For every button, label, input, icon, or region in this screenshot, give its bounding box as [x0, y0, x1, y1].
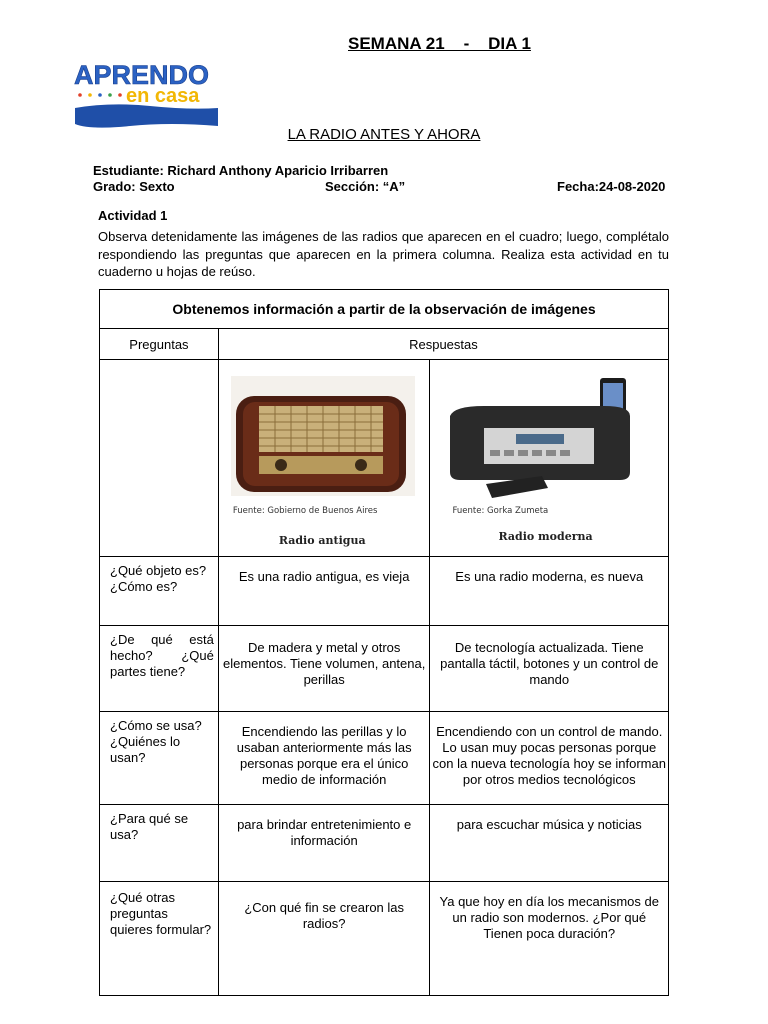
question-cell: ¿De qué está hecho? ¿Qué partes tiene?	[100, 626, 219, 712]
old-radio-image	[231, 376, 415, 496]
question-cell: ¿Qué otras preguntas quieres formular?	[100, 882, 219, 996]
modern-radio-caption: Radio moderna	[498, 530, 593, 543]
answer-modern-cell: Es una radio moderna, es nueva	[430, 557, 669, 626]
old-radio-cell	[218, 360, 430, 557]
question-cell: ¿Para qué se usa?	[100, 805, 219, 882]
question-cell: ¿Qué objeto es? ¿Cómo es?	[100, 557, 219, 626]
svg-text:en casa: en casa	[126, 85, 200, 107]
answer-modern-cell: Ya que hoy en día los mecanismos de un radio son modernos. ¿Por qué Tienen poca duración?	[430, 882, 669, 996]
modern-radio-image	[444, 376, 634, 500]
table-heading: Obtenemos información a partir de la observación de imágenes	[100, 290, 669, 329]
answer-old-cell: De madera y metal y otros elementos. Tiene volumen, antena, perillas	[218, 626, 430, 712]
activity-instructions: Observa detenidamente las imágenes de las radios que aparecen en el cuadro; luego, complétalo respondiendo las preguntas que aparecen en la primera columna. Realiza esta actividad en tu cuaderno u hojas de reúso.	[98, 229, 669, 279]
aprendo-en-casa-logo	[70, 58, 220, 130]
student-grade: Grado: Sexto	[93, 179, 175, 194]
answer-old-cell: Es una radio antigua, es vieja	[218, 557, 430, 626]
questions-column-header: Preguntas	[100, 329, 219, 360]
modern-radio-cell	[430, 360, 669, 557]
activity-label: Actividad 1	[98, 208, 168, 223]
answer-old-cell: ¿Con qué fin se crearon las radios?	[218, 882, 430, 996]
answers-column-header: Respuestas	[218, 329, 668, 360]
student-section: Sección: “A”	[325, 179, 406, 194]
modern-radio-source: Fuente: Gorka Zumeta	[452, 506, 549, 516]
old-radio-source: Fuente: Gobierno de Buenos Aires	[232, 506, 378, 516]
empty-image-question-cell	[100, 360, 219, 557]
old-radio-caption: Radio antigua	[278, 534, 366, 547]
observation-table	[99, 289, 669, 996]
answer-modern-cell: Encendiendo con un control de mando. Lo usan muy pocas personas porque con la nueva tecnología hoy se informan por otros medios tecnológicos	[430, 712, 669, 805]
answer-old-cell: Encendiendo las perillas y lo usaban anteriormente más las personas porque era el único medio de información	[218, 712, 430, 805]
answer-modern-cell: De tecnología actualizada. Tiene pantalla táctil, botones y un control de mando	[430, 626, 669, 712]
answer-modern-cell: para escuchar música y noticias	[430, 805, 669, 882]
svg-text:APRENDO: APRENDO	[74, 60, 210, 90]
worksheet-date: Fecha:24-08-2020	[557, 179, 666, 194]
worksheet-title: LA RADIO ANTES Y AHORA	[287, 126, 481, 143]
student-name: Estudiante: Richard Anthony Aparicio Irribarren	[93, 163, 389, 178]
week-day-heading: SEMANA 21 - DIA 1	[348, 34, 531, 53]
question-cell: ¿Cómo se usa? ¿Quiénes lo usan?	[100, 712, 219, 805]
answer-old-cell: para brindar entretenimiento e información	[218, 805, 430, 882]
